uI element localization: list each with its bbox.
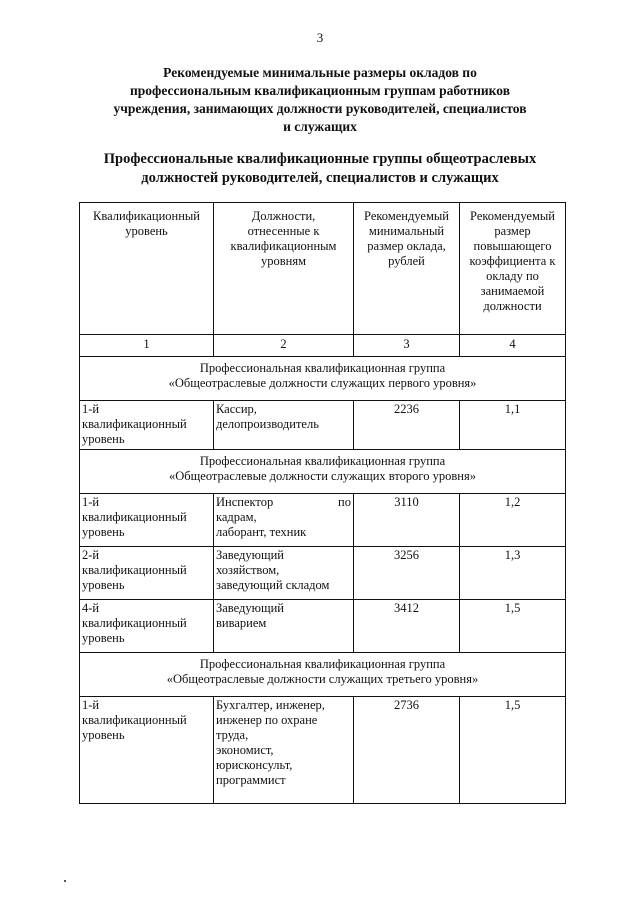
section-header-row xyxy=(80,357,566,401)
group-title-line: Профессиональные квалификационные группы общеотраслевых xyxy=(103,151,537,167)
level-cell: 1-й квалификационный уровень xyxy=(80,494,214,547)
column-number: 3 xyxy=(354,335,460,357)
positions-cell: Бухгалтер, инженер, инженер по охране труда, экономист, юрисконсульт, программист xyxy=(214,697,354,804)
coefficient-cell: 1,3 xyxy=(460,547,566,600)
header-coefficient: Рекомендуемый размер повышающего коэффициента к окладу по занимаемой должности xyxy=(460,203,566,335)
group-title-line: должностей руководителей, специалистов и служащих xyxy=(141,170,499,186)
coefficient-cell: 1,1 xyxy=(460,401,566,450)
header-min-salary: Рекомендуемый минимальный размер оклада, рублей xyxy=(354,203,460,335)
coefficient-cell: 1,2 xyxy=(460,494,566,547)
header-qualification-level: Квалификационный уровень xyxy=(80,203,214,335)
salary-table xyxy=(79,202,566,804)
salary-cell: 3412 xyxy=(354,600,460,653)
column-number: 1 xyxy=(80,335,214,357)
title-line: учреждения, занимающих должности руководителей, специалистов xyxy=(113,101,527,116)
column-number: 2 xyxy=(214,335,354,357)
level-cell: 1-й квалификационный уровень xyxy=(80,401,214,450)
positions-cell: Инспектор по кадрам, лаборант, техник xyxy=(214,494,354,547)
section-header-row xyxy=(80,450,566,494)
level-cell: 4-й квалификационный уровень xyxy=(80,600,214,653)
table-row xyxy=(80,600,566,653)
table-row xyxy=(80,401,566,450)
positions-cell: Заведующий виварием xyxy=(214,600,354,653)
title-line: и служащих xyxy=(283,119,357,134)
table-row xyxy=(80,547,566,600)
coefficient-cell: 1,5 xyxy=(460,600,566,653)
section-header-row xyxy=(80,653,566,697)
positions-cell: Кассир, делопроизводитель xyxy=(214,401,354,450)
table-row xyxy=(80,697,566,804)
table-row xyxy=(80,494,566,547)
title-line: Рекомендуемые минимальные размеры окладов по xyxy=(163,65,477,80)
level-cell: 1-й квалификационный уровень xyxy=(80,697,214,804)
section-title: Профессиональная квалификационная группа «Общеотраслевые должности служащих третьего уровня» xyxy=(80,653,566,697)
positions-cell: Заведующий хозяйством, заведующий складом xyxy=(214,547,354,600)
document-title xyxy=(80,64,560,136)
coefficient-cell: 1,5 xyxy=(460,697,566,804)
section-title: Профессиональная квалификационная группа «Общеотраслевые должности служащих второго уровня» xyxy=(80,450,566,494)
salary-cell: 3256 xyxy=(354,547,460,600)
group-title xyxy=(80,150,560,188)
header-positions: Должности, отнесенные к квалификационным уровням xyxy=(214,203,354,335)
section-title: Профессиональная квалификационная группа «Общеотраслевые должности служащих первого уровня» xyxy=(80,357,566,401)
column-number-row xyxy=(80,335,566,357)
title-line: профессиональным квалификационным группам работников xyxy=(130,83,510,98)
column-number: 4 xyxy=(460,335,566,357)
salary-cell: 2736 xyxy=(354,697,460,804)
page-number: 3 xyxy=(316,30,324,45)
salary-cell: 3110 xyxy=(354,494,460,547)
salary-cell: 2236 xyxy=(354,401,460,450)
level-cell: 2-й квалификационный уровень xyxy=(80,547,214,600)
header-row xyxy=(80,203,566,335)
scan-speck xyxy=(64,880,66,882)
